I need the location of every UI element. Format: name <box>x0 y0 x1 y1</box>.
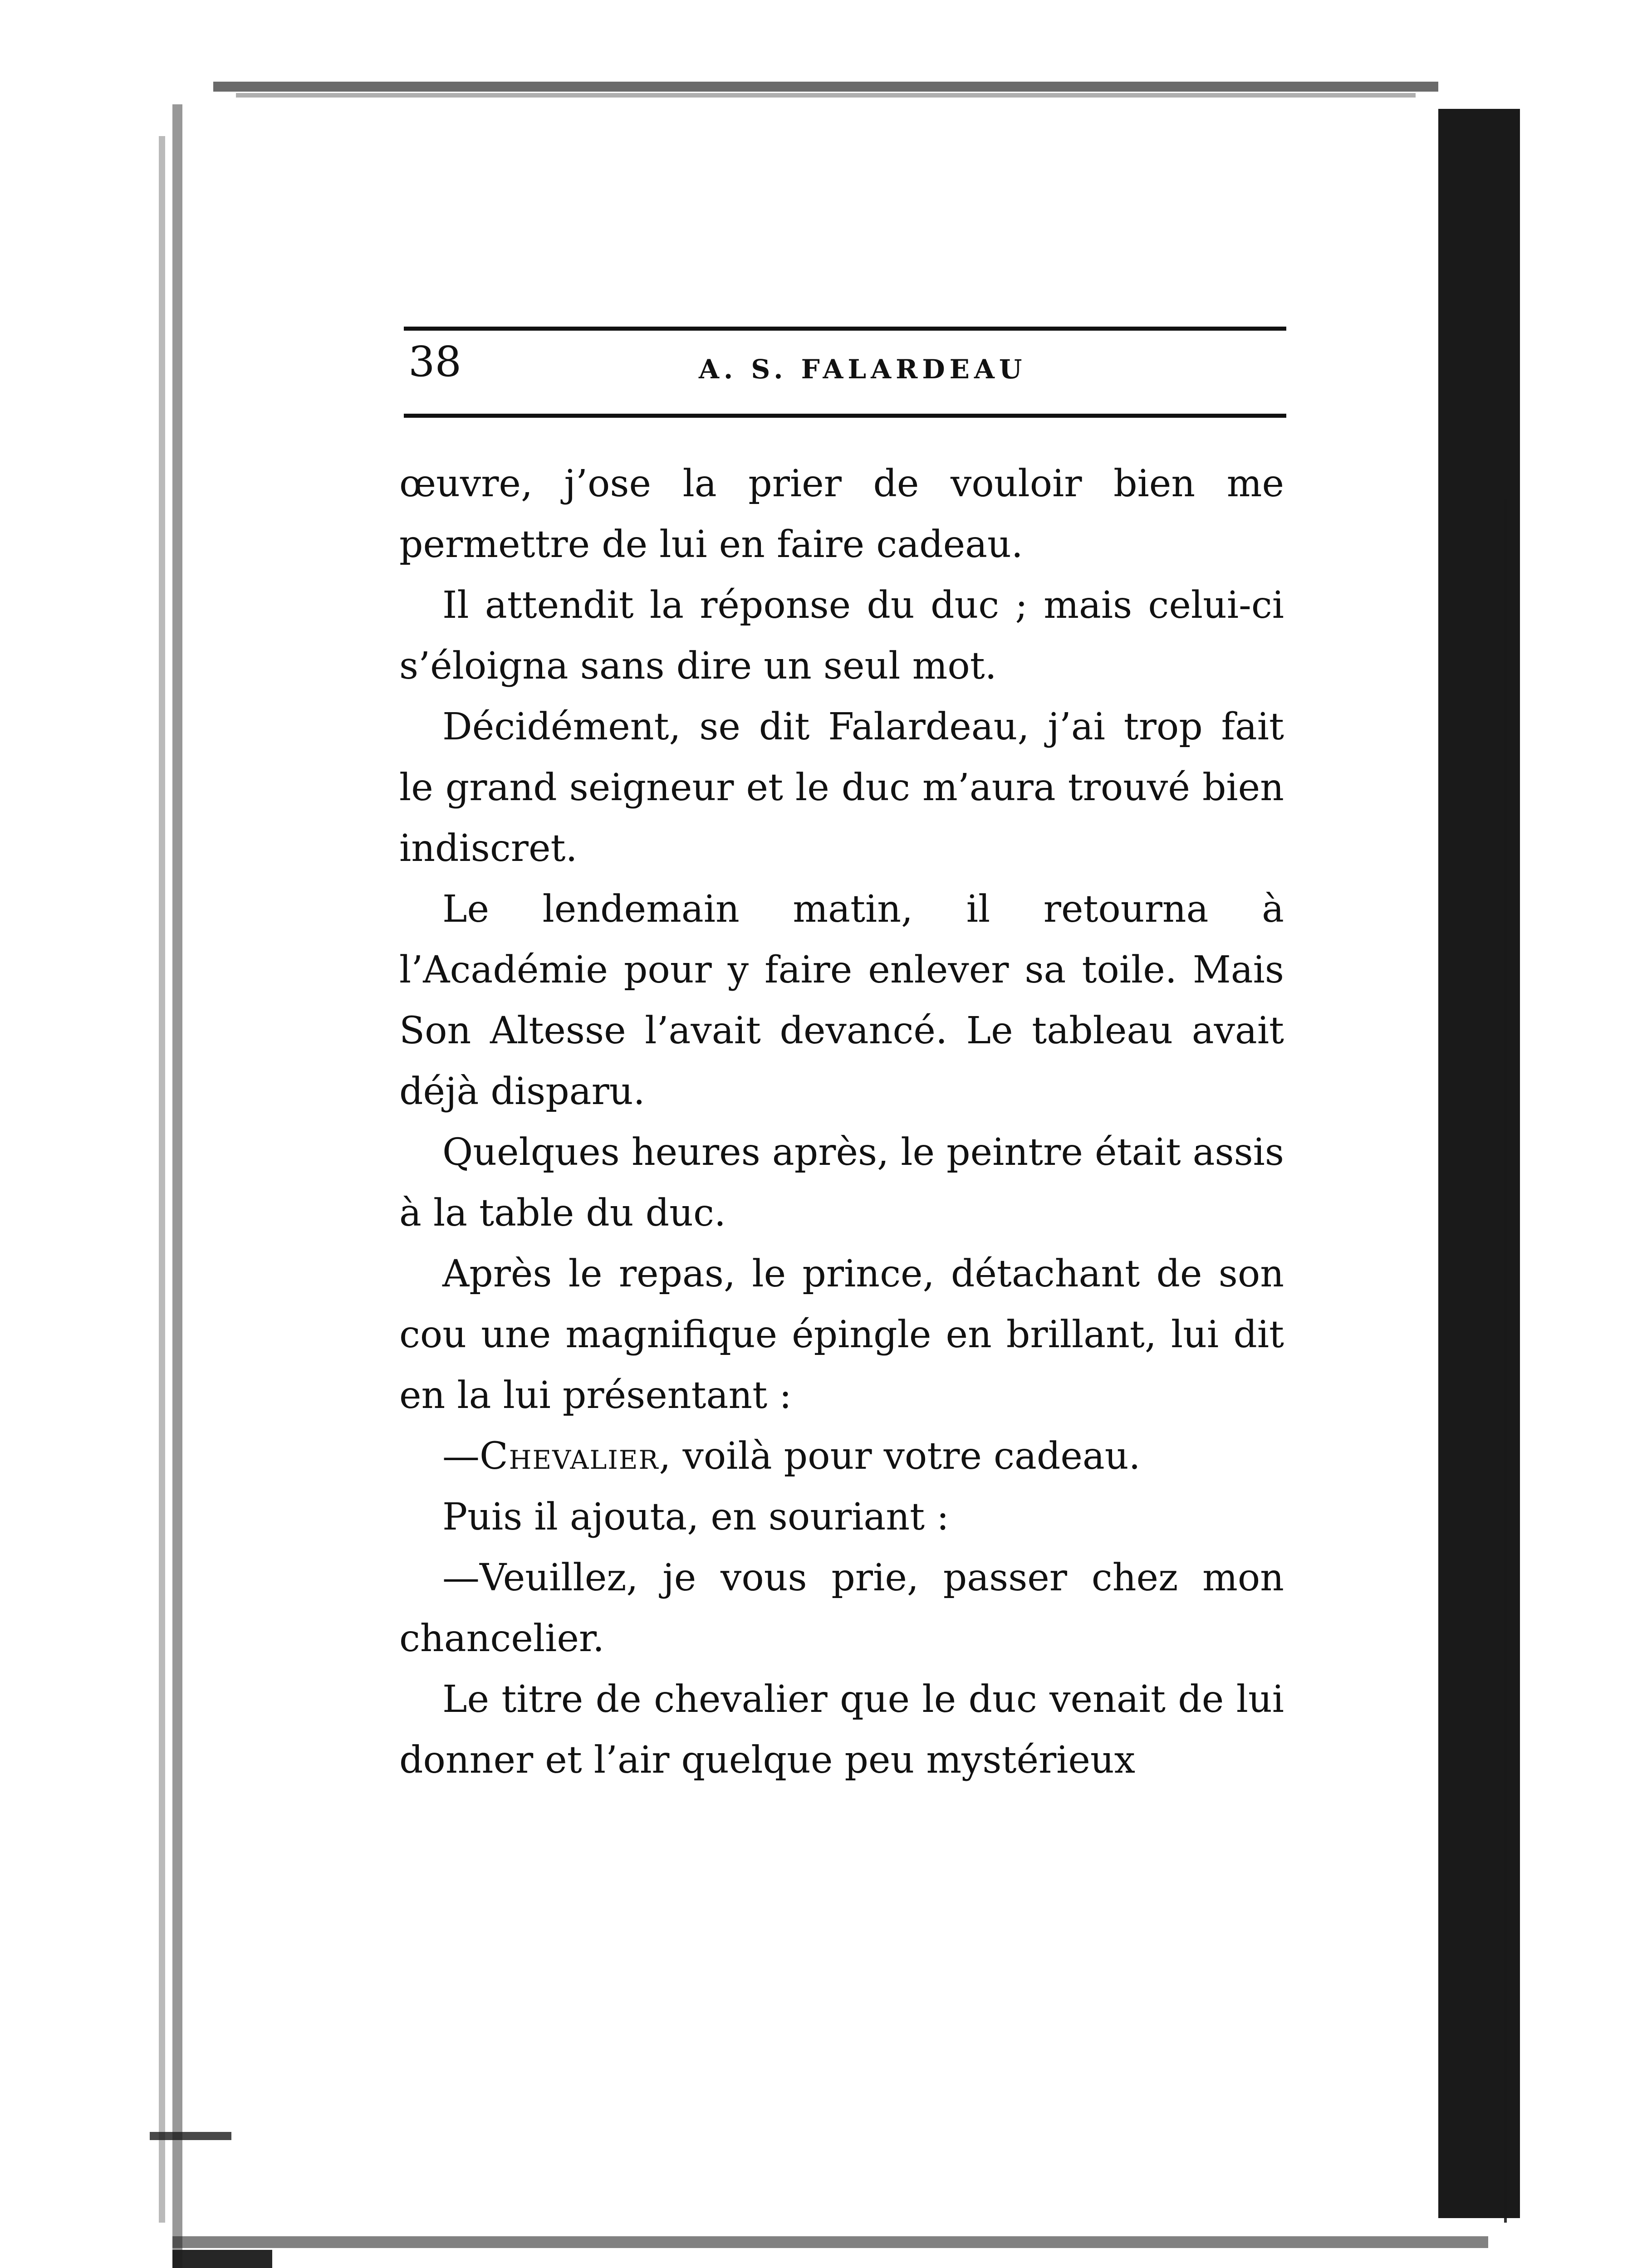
paragraph: —Veuillez, je vous prie, passer chez mon chancelier. <box>399 1556 1284 1660</box>
paragraph: œuvre, j’ose la prier de vouloir bien me permettre de lui en faire cadeau. <box>399 462 1284 566</box>
paragraph: Quelques heures après, le peintre était assis à la table du duc. <box>399 1131 1284 1235</box>
header-rule-bottom <box>404 414 1286 418</box>
paragraph: Le lendemain matin, il retourna à l’Académie pour y faire enlever sa toile. Mais Son Altesse l’avait devancé. Le tableau avait déjà disparu. <box>399 888 1284 1113</box>
running-head: A. S. FALARDEAU <box>699 354 1027 385</box>
paragraph: Décidément, se dit Falardeau, j’ai trop fait le grand seigneur et le duc m’aura trouvé bien indiscret. <box>399 705 1284 870</box>
body-text <box>399 454 1284 1791</box>
dialogue-paragraph <box>399 1426 1284 1487</box>
paragraph: Il attendit la réponse du duc ; mais celui-ci s’éloigna sans dire un seul mot. <box>399 584 1284 688</box>
paragraph: Puis il ajouta, en souriant : <box>442 1496 949 1539</box>
dialogue-dash: — <box>442 1435 480 1478</box>
header-rule-top <box>404 327 1286 331</box>
page-number: 38 <box>408 337 462 386</box>
smallcaps-word: Chevalier <box>480 1435 659 1478</box>
paragraph: Après le repas, le prince, détachant de son cou une magnifique épingle en brillant, lui dit en la lui présentant : <box>399 1252 1284 1417</box>
dialogue-rest: , voilà pour votre cadeau. <box>659 1435 1141 1478</box>
paragraph: Le titre de chevalier que le duc venait de lui donner et l’air quelque peu mystérieux <box>399 1678 1284 1782</box>
